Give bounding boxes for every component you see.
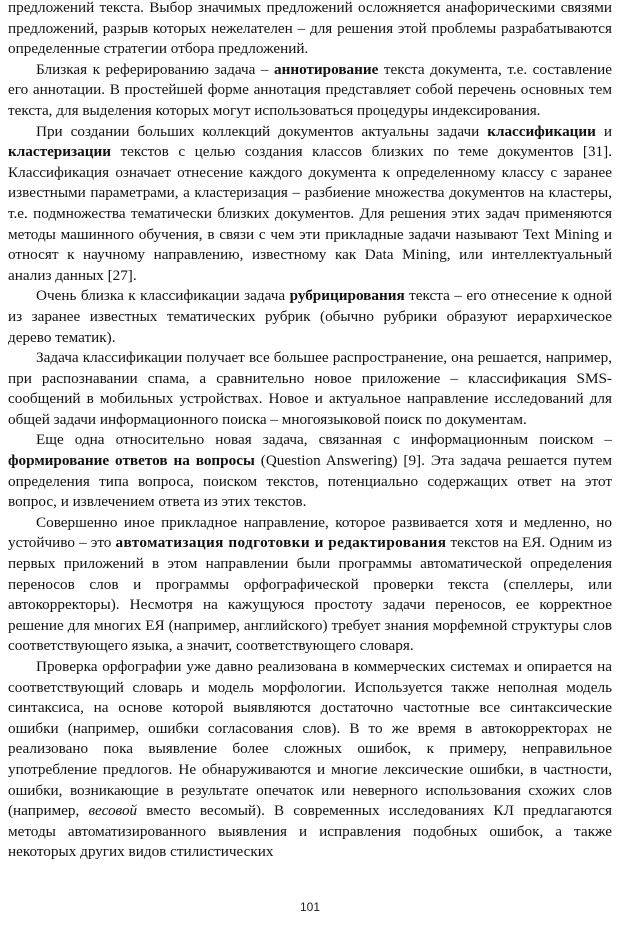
text-run: Близкая к реферированию задача – [36, 60, 274, 78]
text-run: Еще одна относительно новая задача, связанная с информационным поиском – [36, 431, 612, 449]
text-run: текста документа, т.е. составление его аннотации. В простейшей форме аннотация представляет собой перечень основных тем текста, для выделения которых могут использоваться процедуры индексирования. [8, 60, 612, 119]
body-text [8, 0, 612, 863]
paragraph [8, 513, 612, 657]
text-run: Очень близка к классификации задача [36, 287, 290, 305]
paragraph [8, 430, 612, 512]
bold-term: аннотирование [273, 60, 379, 78]
bold-term: классификации [487, 122, 596, 140]
paragraph [8, 0, 612, 60]
text-run: (Question Answering) [9]. Эта задача решается путем определения типа вопроса, поиском текстов, потенциально содержащих ответ на этот вопрос, и извлечением ответа из этих текстов. [8, 452, 612, 511]
text-run: и [595, 122, 612, 140]
text-run: Задача классификации получает все большее распространение, она решается, например, при распознавании спама, а сравнительно новое приложение – классификация SMS-сообщений в мобильных устройствах. Новое и актуальное направление исследований для общей задачи информационного поиска – многоязыковой поиск по документам. [8, 349, 612, 428]
bold-term: кластеризации [8, 143, 111, 161]
text-run: При создании больших коллекций документов актуальны задачи [36, 122, 488, 140]
text-run: текстов с целью создания классов близких по теме документов [31]. Классификация означает отнесение каждого документа к определенному классу с заранее известными параметрами, а кластеризация – разбиение множества документов на кластеры, т.е. подмножества тематически близких документов. Для решения этих задач применяются методы машинного обучения, в связи с чем эти прикладные задачи называют Text Mining и относят к научному направлению, известному как Data Mining, или интеллектуальный анализ данных [27]. [8, 143, 612, 284]
text-run: вместо весомый). В современных исследованиях КЛ предлагаются методы автоматизированного выявления и исправления подобных ошибок, а также некоторых других видов стилистических [8, 802, 612, 861]
text-run: предложений текста. Выбор значимых предложений осложняется анафорическими связями предложений, разрыв которых нежелателен – для решения этой проблемы разрабатываются определенные стратегии отбора предложений. [8, 0, 612, 58]
paragraph [8, 60, 612, 122]
bold-term: автоматизация подготовки и редактирования [115, 534, 447, 552]
paragraph [8, 286, 612, 348]
bold-term: формирование ответов на вопросы [8, 452, 255, 470]
text-run: текста – его отнесение к одной из заранее известных тематических рубрик (обычно рубрики образуют иерархическое дерево тематик). [8, 287, 612, 346]
text-run: Проверка орфографии уже давно реализована в коммерческих системах и опирается на соответствующий словарь и модель морфологии. Используется также неполная модель синтаксиса, на основе которой выявляются достаточно частотные все синтаксические ошибки (например, ошибки согласования слов). В то же время в автокорректорах не реализовано пока выявление более сложных ошибок, к примеру, неправильное употребление предлогов. Не обнаруживаются и многие лексические ошибки, в частности, ошибки, возникающие в результате опечаток или неверного использования схожих слов (например, [8, 658, 612, 820]
paragraph [8, 122, 612, 287]
text-run: Совершенно иное прикладное направление, которое развивается хотя и медленно, но устойчиво – это [8, 513, 612, 552]
italic-term: весовой [88, 802, 138, 820]
text-run: текстов на ЕЯ. Одним из первых приложений в этом направлении были программы автоматической определения переносов слов и программы орфографической проверки текста (спеллеры, или автокорректоры). Несмотря на кажущуюся простоту задачи переносов, ее корректное решение для многих ЕЯ (например, английского) требует знания морфемной структуры слов соответствующего языка, а значит, соответствующего словаря. [8, 534, 612, 655]
bold-term: рубрицирования [289, 287, 405, 305]
page-number: 101 [299, 900, 321, 914]
paragraph [8, 348, 612, 430]
paragraph [8, 657, 612, 863]
